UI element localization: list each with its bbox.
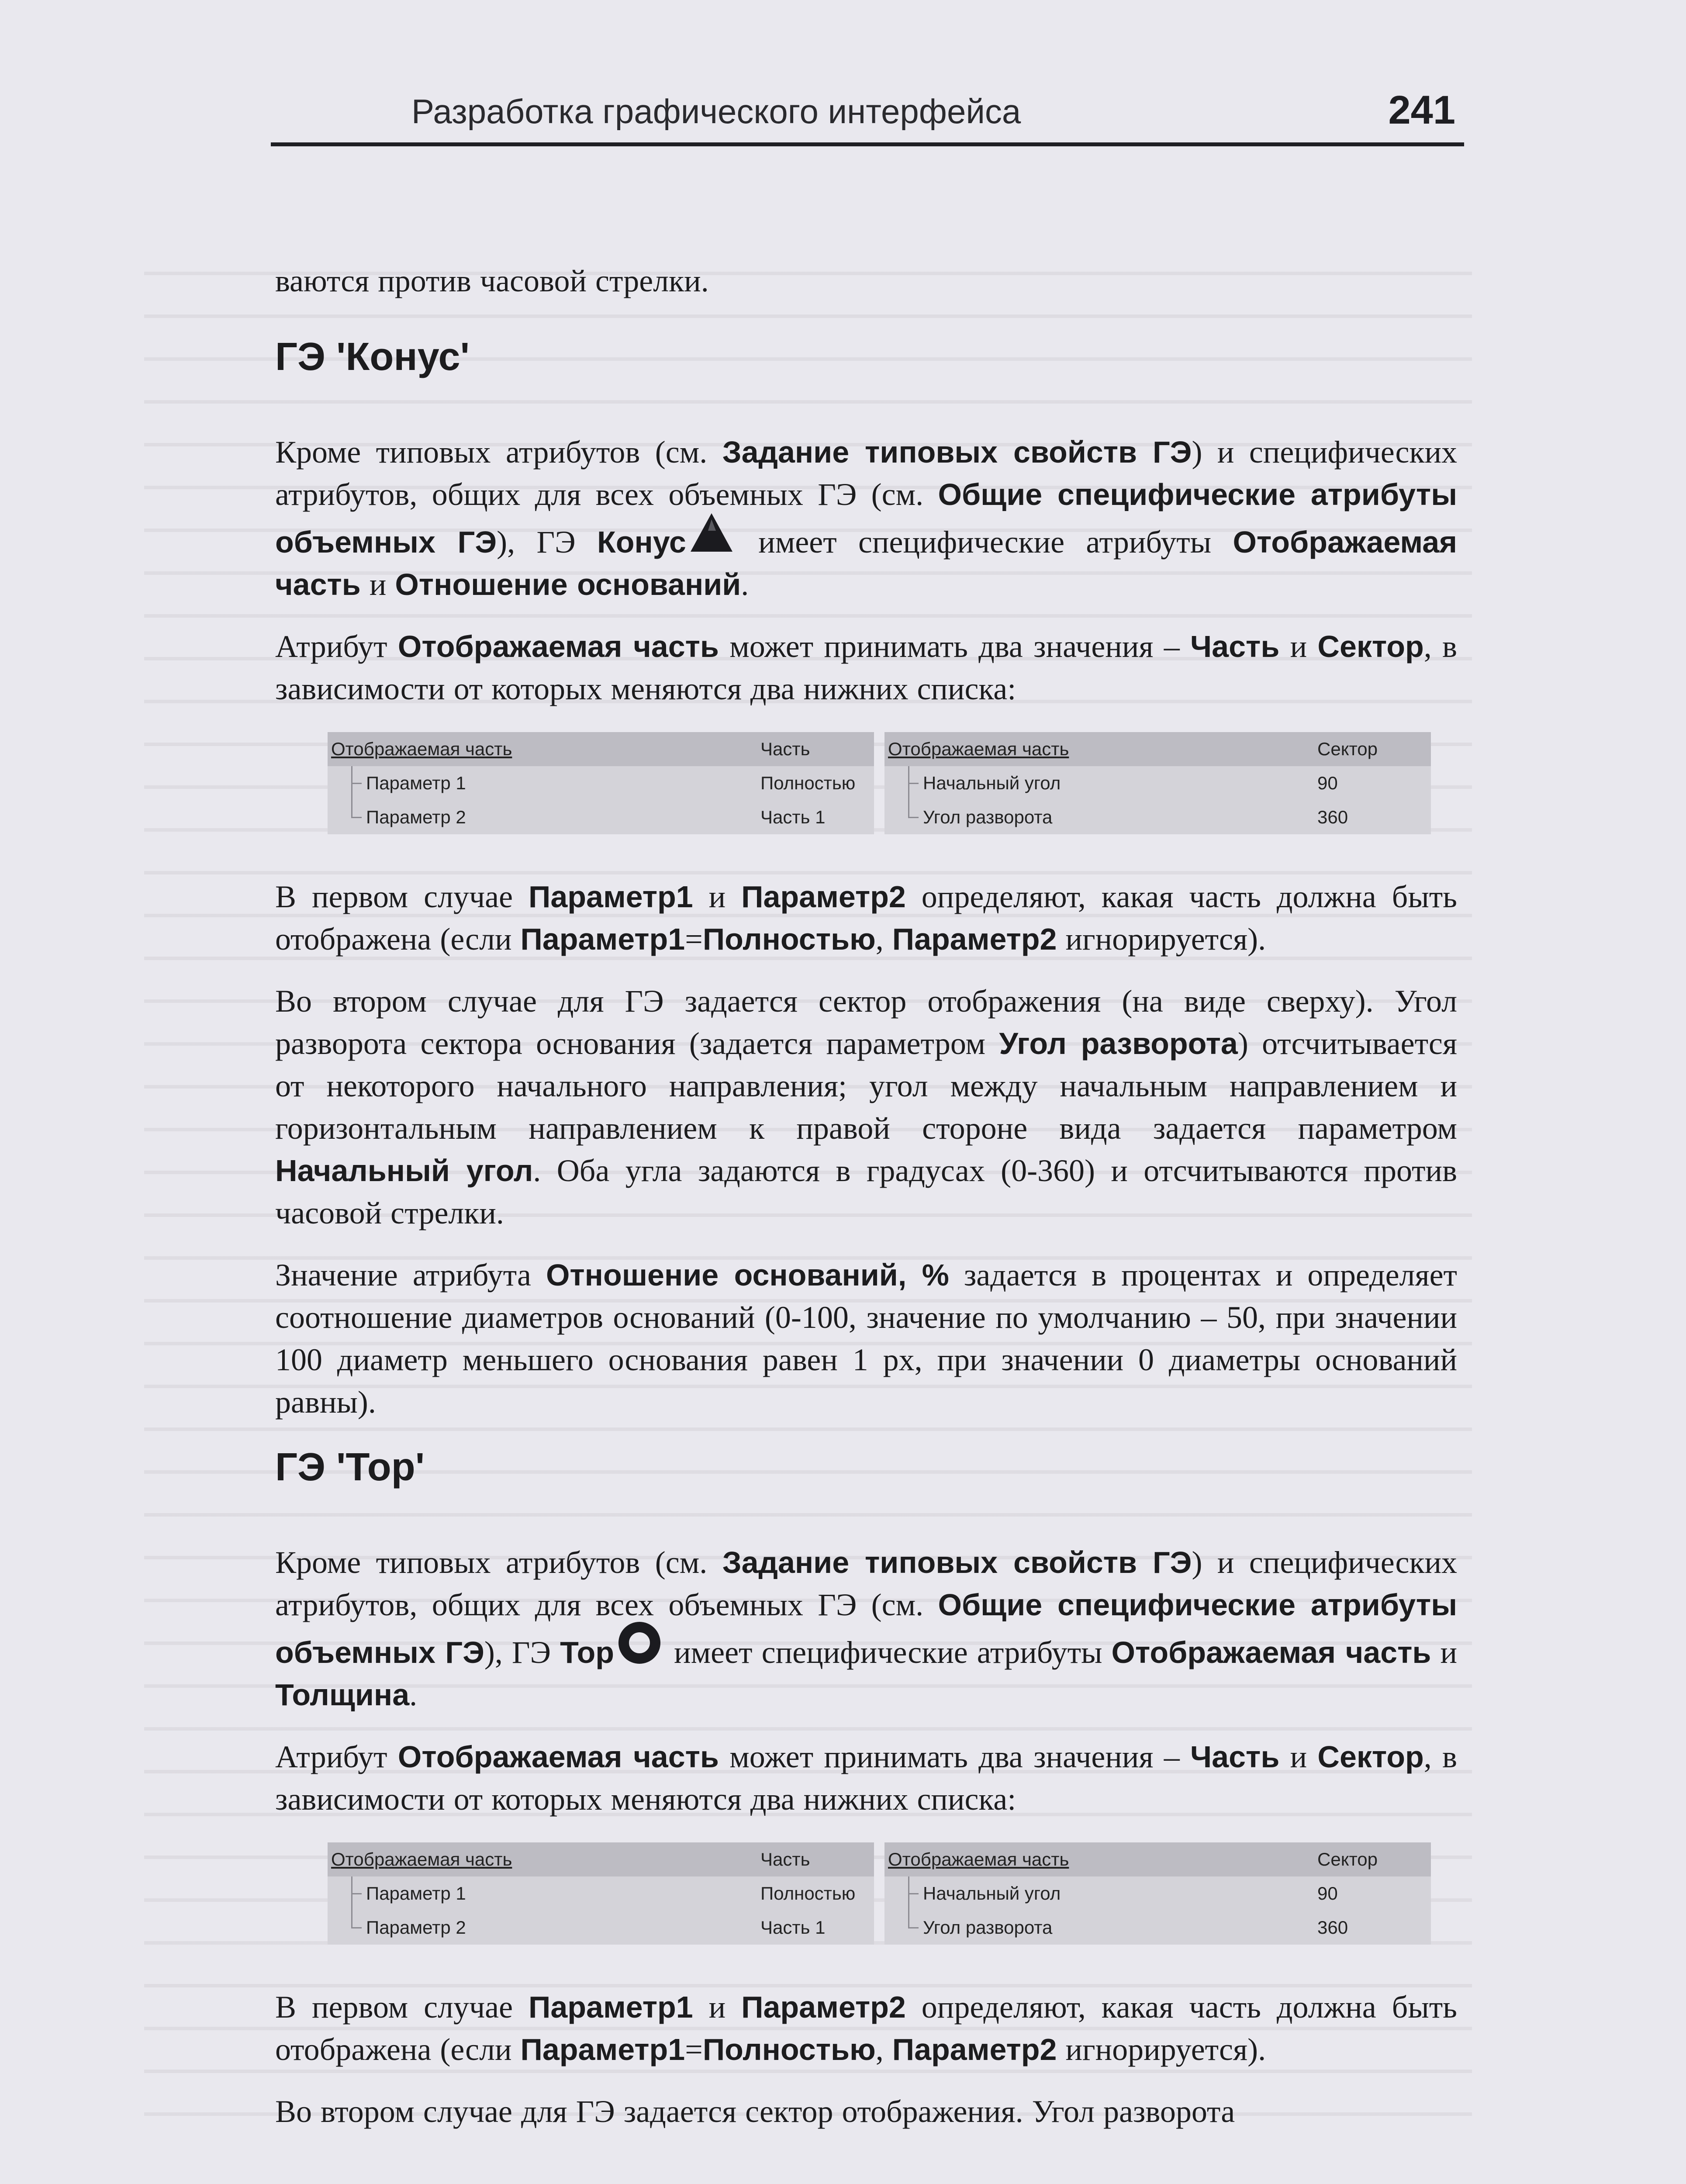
row-name: Начальный угол bbox=[923, 773, 1061, 793]
row-value[interactable]: Полностью bbox=[760, 1883, 856, 1904]
table-header-value[interactable]: Часть bbox=[760, 1849, 810, 1870]
page-content bbox=[275, 260, 1457, 2153]
table-header[interactable] bbox=[328, 1842, 874, 1876]
tree-branch bbox=[904, 1911, 923, 1945]
table-row[interactable] bbox=[884, 1911, 1431, 1945]
tree-branch bbox=[347, 766, 366, 800]
torus-table-part bbox=[328, 1842, 874, 1945]
row-value[interactable]: 360 bbox=[1317, 807, 1348, 827]
cone-para-case1: В первом случае Параметр1 и Параметр2 определяют, какая часть должна быть отображена (если Параметр1=Полностью, Параметр2 игнорируется). bbox=[275, 879, 1457, 957]
table-row[interactable] bbox=[884, 800, 1431, 834]
table-header-name: Отображаемая часть bbox=[888, 739, 1069, 759]
row-name: Параметр 2 bbox=[366, 807, 466, 827]
torus-para-attributes: Кроме типовых атрибутов (см. Задание типовых свойств ГЭ) и специфических атрибутов, общих для всех объемных ГЭ (см. Общие специфические атрибуты объемных ГЭ), ГЭ Тор имеет специфические атрибуты Отображаемая часть и Толщина. bbox=[275, 1545, 1457, 1712]
torus-para-case2: Во втором случае для ГЭ задается сектор отображения. Угол разворота bbox=[275, 2094, 1235, 2129]
table-header-value[interactable]: Сектор bbox=[1317, 739, 1378, 759]
row-value[interactable]: Часть 1 bbox=[760, 1917, 826, 1938]
row-name: Параметр 2 bbox=[366, 1917, 466, 1938]
table-row[interactable] bbox=[328, 1911, 874, 1945]
intro-text: ваются против часовой стрелки. bbox=[275, 263, 709, 298]
cone-table-part bbox=[328, 732, 874, 834]
section-heading-cone: ГЭ 'Конус' bbox=[275, 335, 470, 379]
torus-property-tables bbox=[328, 1842, 1431, 1945]
header-rule bbox=[271, 142, 1464, 146]
table-header[interactable] bbox=[884, 732, 1431, 766]
row-name: Параметр 1 bbox=[366, 1883, 466, 1904]
cone-icon bbox=[689, 516, 734, 555]
tree-branch bbox=[904, 800, 923, 834]
tree-branch bbox=[347, 1911, 366, 1945]
table-row[interactable] bbox=[884, 766, 1431, 800]
tree-branch bbox=[347, 800, 366, 834]
header-title: Разработка графического интерфейса bbox=[411, 92, 1021, 131]
page-number: 241 bbox=[1388, 88, 1455, 132]
table-row[interactable] bbox=[884, 1876, 1431, 1911]
cone-table-sector bbox=[884, 732, 1431, 834]
cone-para-case2: Во втором случае для ГЭ задается сектор отображения (на виде сверху). Угол разворота сектора основания (задается параметром Угол разворота) отсчитывается от некоторого начального направления; угол между начальным направлением и горизонтальным направлением к правой стороне вида задается параметром Начальный угол. Оба угла задаются в градусах (0-360) и отсчитываются против часовой стрелки. bbox=[275, 984, 1458, 1230]
row-name: Начальный угол bbox=[923, 1883, 1061, 1904]
table-header-name: Отображаемая часть bbox=[331, 1849, 512, 1870]
row-value[interactable]: Полностью bbox=[760, 773, 856, 793]
table-row[interactable] bbox=[328, 1876, 874, 1911]
table-row[interactable] bbox=[328, 766, 874, 800]
cone-para-attributes: Кроме типовых атрибутов (см. Задание типовых свойств ГЭ) и специфических атрибутов, общих для всех объемных ГЭ (см. Общие специфические атрибуты объемных ГЭ), ГЭ Конус имеет специфические атрибуты Отображаемая часть и Отношение оснований. bbox=[275, 435, 1458, 602]
cone-para-ratio: Значение атрибута Отношение оснований, % задается в процентах и определяет соотношение диаметров оснований (0-100, значение по умолчанию – 50, при значении 100 диаметр меньшего основания равен 1 px, при значении 0 диаметры оснований равны). bbox=[275, 1258, 1457, 1420]
torus-table-sector bbox=[884, 1842, 1431, 1945]
row-value[interactable]: Часть 1 bbox=[760, 807, 826, 827]
row-name: Угол разворота bbox=[923, 807, 1053, 827]
tree-branch bbox=[904, 766, 923, 800]
row-name: Параметр 1 bbox=[366, 773, 466, 793]
cone-property-tables bbox=[328, 732, 1431, 834]
table-header-value[interactable]: Сектор bbox=[1317, 1849, 1378, 1870]
row-name: Угол разворота bbox=[923, 1917, 1053, 1938]
row-value[interactable]: 90 bbox=[1317, 773, 1338, 793]
section-heading-torus: ГЭ 'Тор' bbox=[275, 1445, 425, 1489]
table-row[interactable] bbox=[328, 800, 874, 834]
tree-branch bbox=[347, 1876, 366, 1911]
row-value[interactable]: 360 bbox=[1317, 1917, 1348, 1938]
cone-para-display-part: Атрибут Отображаемая часть может принимать два значения – Часть и Сектор, в зависимости от которых меняются два нижних списка: bbox=[275, 629, 1458, 706]
table-header-name: Отображаемая часть bbox=[331, 739, 512, 759]
table-header-value[interactable]: Часть bbox=[760, 739, 810, 759]
table-header-name: Отображаемая часть bbox=[888, 1849, 1069, 1870]
running-header bbox=[271, 83, 1464, 149]
row-value[interactable]: 90 bbox=[1317, 1883, 1338, 1904]
torus-para-display-part: Атрибут Отображаемая часть может принимать два значения – Часть и Сектор, в зависимости от которых меняются два нижних списка: bbox=[275, 1739, 1458, 1817]
table-header[interactable] bbox=[884, 1842, 1431, 1876]
torus-icon bbox=[617, 1626, 662, 1666]
table-header[interactable] bbox=[328, 732, 874, 766]
torus-para-case1: В первом случае Параметр1 и Параметр2 определяют, какая часть должна быть отображена (если Параметр1=Полностью, Параметр2 игнорируется). bbox=[275, 1990, 1457, 2067]
tree-branch bbox=[904, 1876, 923, 1911]
